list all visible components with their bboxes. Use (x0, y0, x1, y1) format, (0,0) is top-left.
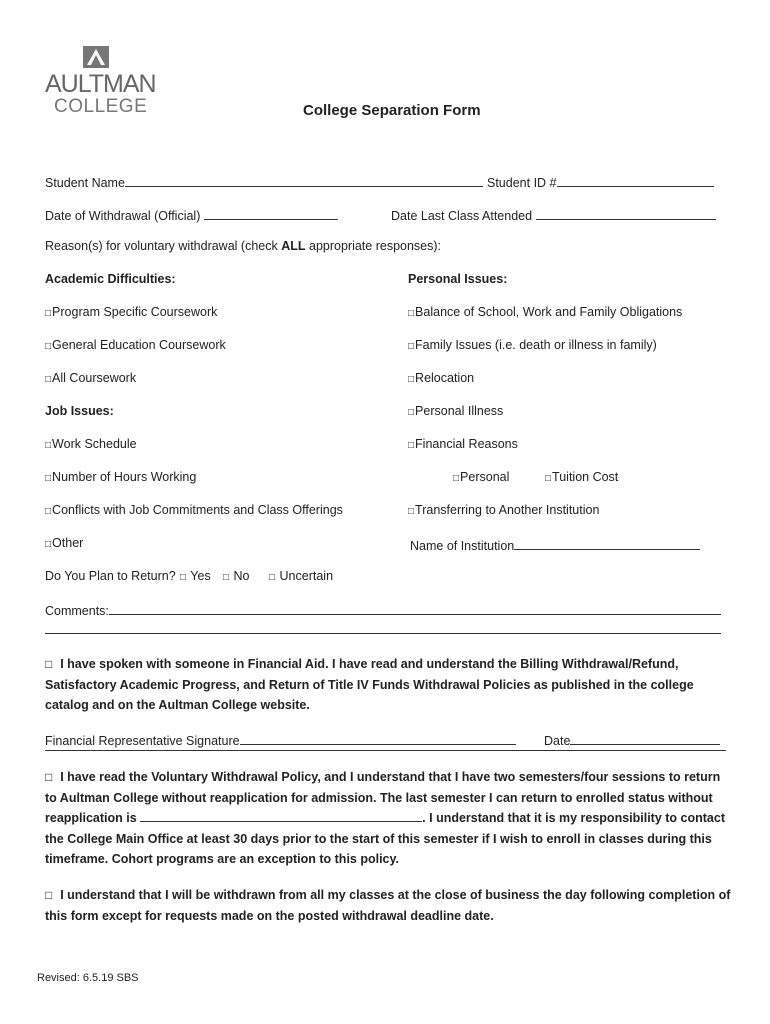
checkbox-icon: □ (45, 506, 52, 517)
option-label: Yes (190, 569, 211, 583)
student-id-field[interactable] (557, 173, 714, 187)
voluntary-policy-text-2: . I understand that it is my responsibility to contact the College Main Office at least 30 days prior to the start of this semester if I wish to enroll in classes during this timeframe. Cohort programs are an exception to this policy. (45, 811, 725, 866)
option-label: Family Issues (i.e. death or illness in family) (415, 338, 657, 352)
checkbox-hours-working[interactable] (45, 470, 196, 484)
institution-name-row (410, 536, 700, 553)
checkbox-family-issues[interactable] (408, 338, 657, 352)
section-divider (45, 750, 726, 751)
checkbox-icon: □ (408, 374, 415, 385)
checkbox-all-coursework[interactable] (45, 371, 136, 385)
option-label: Number of Hours Working (52, 470, 197, 484)
option-label: Conflicts with Job Commitments and Class Offerings (52, 503, 343, 517)
checkbox-icon: □ (45, 888, 53, 902)
financial-aid-text: I have spoken with someone in Financial Aid. I have read and understand the Billing Withdrawal/Refund, Satisfactory Academic Progress, and Return of Title IV Funds Withdrawal Policies as published in the college catalog and on the Aultman College website. (45, 657, 694, 712)
checkbox-icon: □ (45, 770, 53, 784)
return-question-row (45, 569, 176, 583)
option-label: All Coursework (52, 371, 137, 385)
checkbox-icon: □ (45, 539, 52, 550)
checkbox-balance-obligations[interactable] (408, 305, 682, 319)
checkbox-icon: □ (223, 572, 230, 583)
checkbox-personal-illness[interactable] (408, 404, 503, 418)
reapplication-semester-field[interactable] (140, 809, 422, 822)
signature-field[interactable] (240, 731, 516, 745)
checkbox-icon: □ (453, 473, 460, 484)
return-question-label: Do You Plan to Return? (45, 569, 176, 583)
comments-row (45, 601, 721, 618)
revision-note: Revised: 6.5.19 SBS (37, 972, 139, 984)
checkbox-icon: □ (45, 473, 52, 484)
checkbox-other[interactable] (45, 536, 83, 550)
option-label: Program Specific Coursework (52, 305, 218, 319)
option-label: Transferring to Another Institution (415, 503, 600, 517)
checkbox-return-no[interactable] (223, 569, 250, 583)
last-class-date-row (391, 206, 716, 223)
reasons-intro (45, 239, 441, 253)
checkbox-icon: □ (45, 657, 53, 671)
last-class-date-label: Date Last Class Attended (391, 209, 533, 223)
checkbox-icon: □ (408, 407, 415, 418)
signature-date-row (544, 731, 720, 748)
option-label: Personal Illness (415, 404, 504, 418)
checkbox-relocation[interactable] (408, 371, 474, 385)
comments-label: Comments: (45, 604, 109, 618)
option-label: Financial Reasons (415, 437, 518, 451)
signature-row (45, 731, 516, 748)
institution-name-field[interactable] (514, 536, 700, 550)
checkbox-icon: □ (269, 572, 276, 583)
student-id-label: Student ID # (487, 176, 557, 190)
option-label: Personal (460, 470, 510, 484)
option-label: Uncertain (279, 569, 334, 583)
voluntary-policy-text-1: I have read the Voluntary Withdrawal Policy, and I understand that I have two semesters/four sessions to return to Aultman College without reapplication for admission. The last semester I can return to enrolled status without reapplication is (45, 770, 721, 825)
option-label: Work Schedule (52, 437, 137, 451)
personal-heading: Personal Issues: (408, 272, 508, 286)
voluntary-withdrawal-statement[interactable] (45, 767, 735, 870)
comments-field-line1[interactable] (109, 601, 721, 615)
student-name-field[interactable] (125, 173, 483, 187)
checkbox-general-education[interactable] (45, 338, 226, 352)
financial-aid-statement[interactable] (45, 654, 735, 716)
student-name-label: Student Name (45, 176, 125, 190)
reasons-intro-text: Reason(s) for voluntary withdrawal (check (45, 239, 282, 253)
option-label: Relocation (415, 371, 475, 385)
checkbox-icon: □ (408, 440, 415, 451)
option-label: No (233, 569, 250, 583)
academic-heading: Academic Difficulties: (45, 272, 176, 286)
signature-date-field[interactable] (570, 731, 720, 745)
checkbox-return-uncertain[interactable] (269, 569, 333, 583)
withdrawal-date-field[interactable] (204, 206, 338, 220)
student-name-row (45, 173, 483, 190)
checkbox-icon: □ (408, 341, 415, 352)
option-label: General Education Coursework (52, 338, 226, 352)
job-heading: Job Issues: (45, 404, 114, 418)
withdrawal-date-row (45, 206, 338, 223)
checkbox-transferring[interactable] (408, 503, 599, 517)
withdrawal-statement[interactable] (45, 885, 735, 926)
form-title: College Separation Form (303, 102, 481, 119)
logo-mark-icon (83, 46, 109, 68)
checkbox-icon: □ (45, 341, 52, 352)
checkbox-icon: □ (408, 308, 415, 319)
checkbox-tuition-cost[interactable] (545, 470, 618, 484)
institution-name-label: Name of Institution (410, 539, 515, 553)
comments-field-line2[interactable] (45, 623, 721, 634)
checkbox-icon: □ (45, 374, 52, 385)
college-logo (45, 44, 155, 124)
logo-text-college: COLLEGE (54, 96, 148, 117)
option-label: Tuition Cost (552, 470, 619, 484)
student-id-row (487, 173, 714, 190)
checkbox-program-specific[interactable] (45, 305, 217, 319)
checkbox-icon: □ (545, 473, 552, 484)
withdrawal-date-label: Date of Withdrawal (Official) (45, 209, 201, 223)
checkbox-financial-personal[interactable] (453, 470, 509, 484)
checkbox-icon: □ (180, 572, 187, 583)
reasons-intro-text-end: appropriate responses): (305, 239, 442, 253)
checkbox-icon: □ (45, 440, 52, 451)
withdrawal-statement-text: I understand that I will be withdrawn from all my classes at the close of business the day following completion of this form except for requests made on the posted withdrawal deadline date. (45, 888, 731, 923)
checkbox-financial-reasons[interactable] (408, 437, 518, 451)
logo-text-aultman: AULTMAN (45, 70, 156, 98)
checkbox-return-yes[interactable] (180, 569, 211, 583)
option-label: Other (52, 536, 84, 550)
signature-date-label: Date (544, 734, 571, 748)
checkbox-job-conflicts[interactable] (45, 503, 343, 517)
option-label: Balance of School, Work and Family Obligations (415, 305, 683, 319)
checkbox-icon: □ (45, 308, 52, 319)
signature-label: Financial Representative Signature (45, 734, 240, 748)
checkbox-work-schedule[interactable] (45, 437, 137, 451)
reasons-intro-all: ALL (281, 239, 306, 253)
checkbox-icon: □ (408, 506, 415, 517)
last-class-date-field[interactable] (536, 206, 716, 220)
